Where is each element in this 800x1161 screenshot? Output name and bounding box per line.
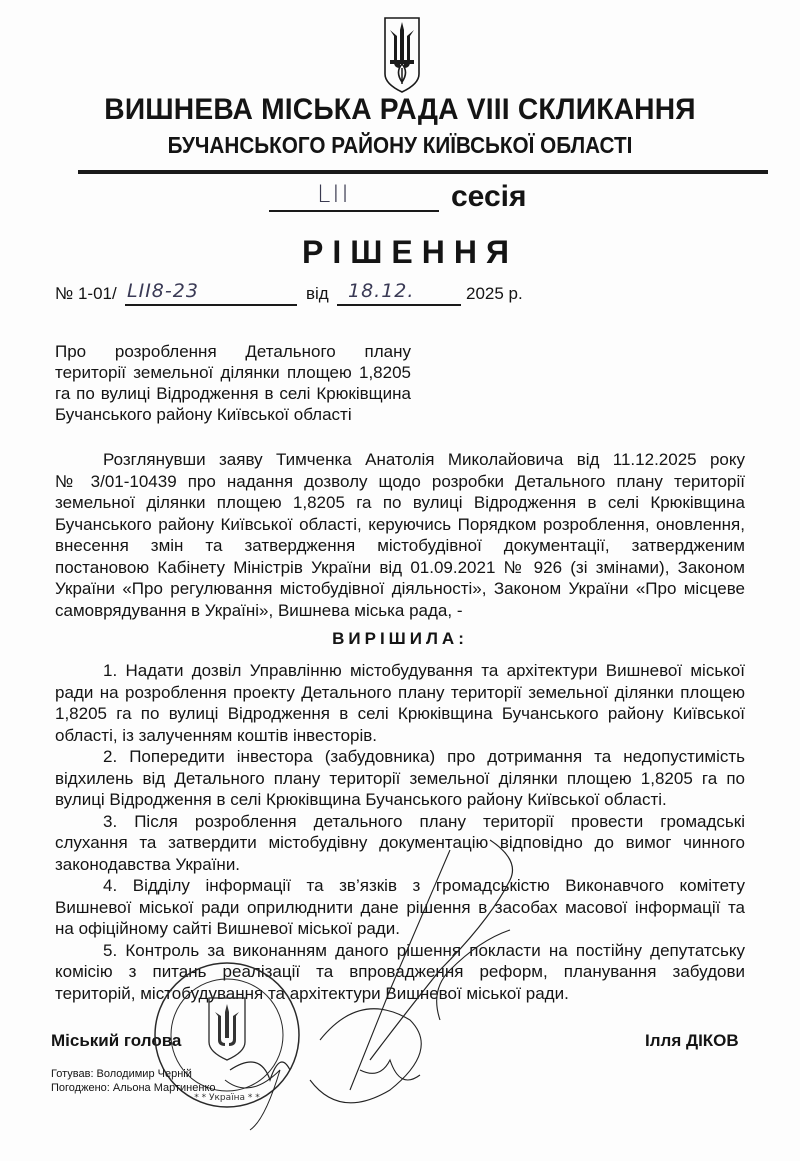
session-blank-line bbox=[269, 210, 439, 212]
subject-line: Про розроблення Детального плану bbox=[55, 342, 411, 361]
point-line: територій, містобудування та архітектури Вишневої міської ради. bbox=[55, 983, 569, 1003]
preamble-line: самоврядування в Україні», Вишнева міська рада, - bbox=[55, 600, 463, 620]
preamble-line: № 3/01-10439 про надання дозволу щодо розробки Детального плану території bbox=[55, 471, 745, 491]
decision-title: РІШЕННЯ bbox=[302, 234, 518, 270]
subject-line: Бучанського району Київської області bbox=[55, 405, 352, 424]
resolution-point-3 bbox=[55, 811, 745, 876]
date-blank-line bbox=[337, 304, 461, 306]
resolution-point-1 bbox=[55, 660, 745, 746]
point-line: 3. Після розроблення детального плану території провести громадські bbox=[103, 811, 745, 831]
resolution-point-2 bbox=[55, 746, 745, 811]
session-label: сесія bbox=[451, 180, 527, 213]
point-line: області, із залученням коштів інвесторів. bbox=[55, 725, 378, 745]
point-line: 1. Надати дозвіл Управлінню містобудування та архітектури Вишневої міської bbox=[103, 661, 745, 680]
document-footer bbox=[51, 1067, 216, 1095]
preamble-line: внесення змін та затвердження містобудівної документації, затвердженим bbox=[55, 536, 745, 555]
point-line: відхилень від Детального плану території земельної ділянки площею 1,8205 га по bbox=[55, 768, 745, 788]
point-line: вулиці Відродження в селі Крюківщина Бучанського району Київської області. bbox=[55, 790, 667, 809]
point-line: ради на розроблення проекту Детального плану території земельної ділянки площею bbox=[55, 682, 745, 702]
date-handwritten: 18.12. bbox=[348, 280, 415, 302]
session-number-handwritten: LII bbox=[317, 180, 351, 208]
ukraine-trident-emblem-icon bbox=[383, 14, 421, 94]
point-line: 5. Контроль за виконанням даного рішення покласти на постійну депутатську bbox=[103, 940, 745, 960]
preamble-line: Бучанського району Київської області, керуючись Порядком розроблення, оновлення, bbox=[55, 514, 745, 534]
preamble-paragraph bbox=[55, 449, 745, 621]
subject-line: території земельної ділянки площею 1,8205 bbox=[55, 363, 411, 382]
point-line: на офіційному сайті Вишневої міської ради. bbox=[55, 919, 400, 938]
subject-line: га по вулиці Відродження в селі Крюківщина bbox=[55, 384, 411, 403]
preamble-line: земельної ділянки площею 1,8205 га по вулиці Відродження в селі Крюківщина bbox=[55, 493, 745, 512]
preamble-line: України «Про регулювання містобудівної діяльності», Законом України «Про місцеве bbox=[55, 579, 745, 598]
mayor-name: Ілля ДІКОВ bbox=[645, 1031, 739, 1050]
date-prefix: від bbox=[306, 284, 329, 303]
date-year: 2025 р. bbox=[466, 284, 523, 303]
agreed-by: Погоджено: Альона Мартиненко bbox=[51, 1082, 216, 1094]
resolved-heading: ВИРІШИЛА: bbox=[332, 629, 468, 648]
svg-text:* * Україна * *: * * Україна * * bbox=[194, 1093, 260, 1103]
decision-number-row bbox=[55, 280, 755, 314]
decision-number-handwritten: LII8-23 bbox=[127, 280, 199, 302]
decision-number-prefix: № 1-01/ bbox=[55, 284, 117, 303]
resolution-points bbox=[55, 660, 745, 1004]
point-line: Вишневої міської ради оприлюднити дане рішення в засобах масової інформації та bbox=[55, 897, 745, 917]
point-line: 2. Попередити інвестора (забудовника) про дотримання та недопустимість bbox=[103, 747, 745, 766]
point-line: законодавства України. bbox=[55, 854, 241, 874]
point-line: слухання та затвердити містобудівну документацію відповідно до вимог чинного bbox=[55, 833, 745, 852]
council-subtitle: БУЧАНСЬКОГО РАЙОНУ КИЇВСЬКОЇ ОБЛАСТІ bbox=[167, 132, 633, 158]
point-line: 4. Відділу інформації та зв’язків з громадськістю Виконавчого комітету bbox=[103, 876, 745, 895]
point-line: комісію з питань реалізації та впровадження реформ, планування забудови bbox=[55, 962, 745, 981]
decision-subject bbox=[55, 341, 411, 425]
preamble-line: Розглянувши заяву Тимченка Анатолія Миколайовича від 11.12.2025 року bbox=[103, 450, 745, 469]
council-title: ВИШНЕВА МІСЬКА РАДА VIII СКЛИКАННЯ bbox=[104, 93, 696, 126]
preamble-line: постановою Кабінету Міністрів України від 01.09.2021 № 926 (зі змінами), Законом bbox=[55, 557, 745, 577]
decision-number-blank-line bbox=[125, 304, 297, 306]
prepared-by: Готував: Володимир Черній bbox=[51, 1068, 192, 1080]
point-line: 1,8205 га по вулиці Відродження в селі Крюківщина Бучанського району Київської bbox=[55, 704, 745, 723]
session-number-field bbox=[269, 180, 449, 213]
mayor-position: Міський голова bbox=[51, 1031, 182, 1050]
resolution-point-4 bbox=[55, 875, 745, 940]
header-divider bbox=[78, 170, 768, 174]
